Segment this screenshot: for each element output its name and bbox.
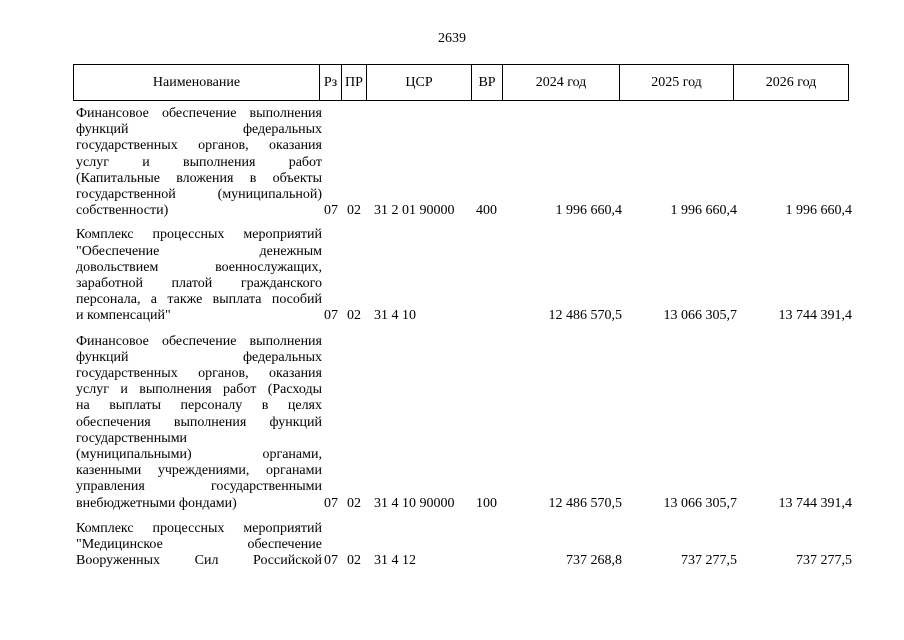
row-name-line: государственными — [76, 430, 188, 446]
row-csr: 31 4 10 — [374, 308, 416, 324]
row-2024: 12 486 570,5 — [548, 308, 622, 324]
row-2026: 737 277,5 — [796, 553, 852, 569]
row-cells — [73, 553, 853, 569]
row-name-line: управления государственными — [76, 479, 322, 495]
row-name-line: функций федеральных — [76, 349, 322, 365]
row-rz: 07 — [324, 553, 338, 569]
row-vr: 400 — [476, 203, 497, 219]
header-pr: ПР — [342, 65, 367, 101]
header-rz: Рз — [320, 65, 342, 101]
row-name-line: обеспечения выполнения функций — [76, 414, 322, 430]
row-name-line: Вооруженных Сил Российской — [76, 553, 322, 569]
row-name-line: "Обеспечение денежным — [76, 243, 322, 259]
row-pr: 02 — [347, 203, 361, 219]
row-csr: 31 4 12 — [374, 553, 416, 569]
header-2024: 2024 год — [503, 65, 620, 101]
header-name: Наименование — [74, 65, 320, 101]
row-cells — [73, 496, 853, 512]
row-2024: 1 996 660,4 — [555, 203, 622, 219]
row-name-line: государственных органов, оказания — [76, 366, 322, 382]
row-name-line: Комплекс процессных мероприятий — [76, 520, 322, 536]
row-name-line: (Капитальные вложения в объекты — [76, 170, 322, 186]
row-2025: 737 277,5 — [681, 553, 737, 569]
row-name — [76, 106, 322, 219]
row-csr: 31 4 10 90000 — [374, 495, 455, 511]
row-name-line: внебюджетными фондами) — [76, 495, 237, 511]
row-name-line: и компенсаций" — [76, 308, 171, 324]
row-name-line: Комплекс процессных мероприятий — [76, 227, 322, 243]
row-cells — [73, 309, 853, 325]
row-2024: 12 486 570,5 — [548, 495, 622, 511]
row-rz: 07 — [324, 308, 338, 324]
row-2026: 13 744 391,4 — [778, 308, 852, 324]
row-cells — [73, 203, 853, 219]
row-2026: 1 996 660,4 — [785, 203, 852, 219]
table-row — [73, 521, 853, 570]
row-name-line: Финансовое обеспечение выполнения — [76, 106, 322, 121]
row-2025: 13 066 305,7 — [663, 308, 737, 324]
row-name-line: довольствием военнослужащих, — [76, 259, 322, 275]
row-pr: 02 — [347, 553, 361, 569]
table-body — [73, 106, 853, 569]
table-row — [73, 227, 853, 324]
table-row — [73, 334, 853, 512]
row-name-line: казенными учреждениями, органами — [76, 463, 322, 479]
header-csr: ЦСР — [367, 65, 472, 101]
row-name-line: функций федеральных — [76, 122, 322, 138]
page-number: 2639 — [438, 31, 466, 46]
row-2026: 13 744 391,4 — [778, 495, 852, 511]
table-row — [73, 106, 853, 219]
row-2025: 13 066 305,7 — [663, 495, 737, 511]
row-2024: 737 268,8 — [566, 553, 622, 569]
row-name-line: государственных органов, оказания — [76, 138, 322, 154]
row-2025: 1 996 660,4 — [670, 203, 737, 219]
row-name-line: услуг и выполнения работ (Расходы — [76, 382, 322, 398]
row-name-line: государственной (муниципальной) — [76, 187, 322, 203]
row-name-line: на выплаты персоналу в целях — [76, 398, 322, 414]
row-name-line: (муниципальными) органами, — [76, 447, 322, 463]
row-name-line: заработной платой гражданского — [76, 276, 322, 292]
row-name-line: Финансовое обеспечение выполнения — [76, 333, 322, 349]
header-vr: ВР — [472, 65, 503, 101]
row-pr: 02 — [347, 308, 361, 324]
row-name-line: собственности) — [76, 203, 169, 219]
table-header — [73, 64, 849, 101]
row-csr: 31 2 01 90000 — [374, 203, 455, 219]
header-2026: 2026 год — [734, 65, 849, 101]
row-name-line: услуг и выполнения работ — [76, 154, 322, 170]
row-name-line: персонала, а также выплата пособий — [76, 292, 322, 308]
row-name — [76, 334, 322, 512]
row-rz: 07 — [324, 203, 338, 219]
header-2025: 2025 год — [620, 65, 734, 101]
row-rz: 07 — [324, 495, 338, 511]
row-pr: 02 — [347, 495, 361, 511]
row-vr: 100 — [476, 495, 497, 511]
row-name-line: "Медицинское обеспечение — [76, 537, 322, 553]
